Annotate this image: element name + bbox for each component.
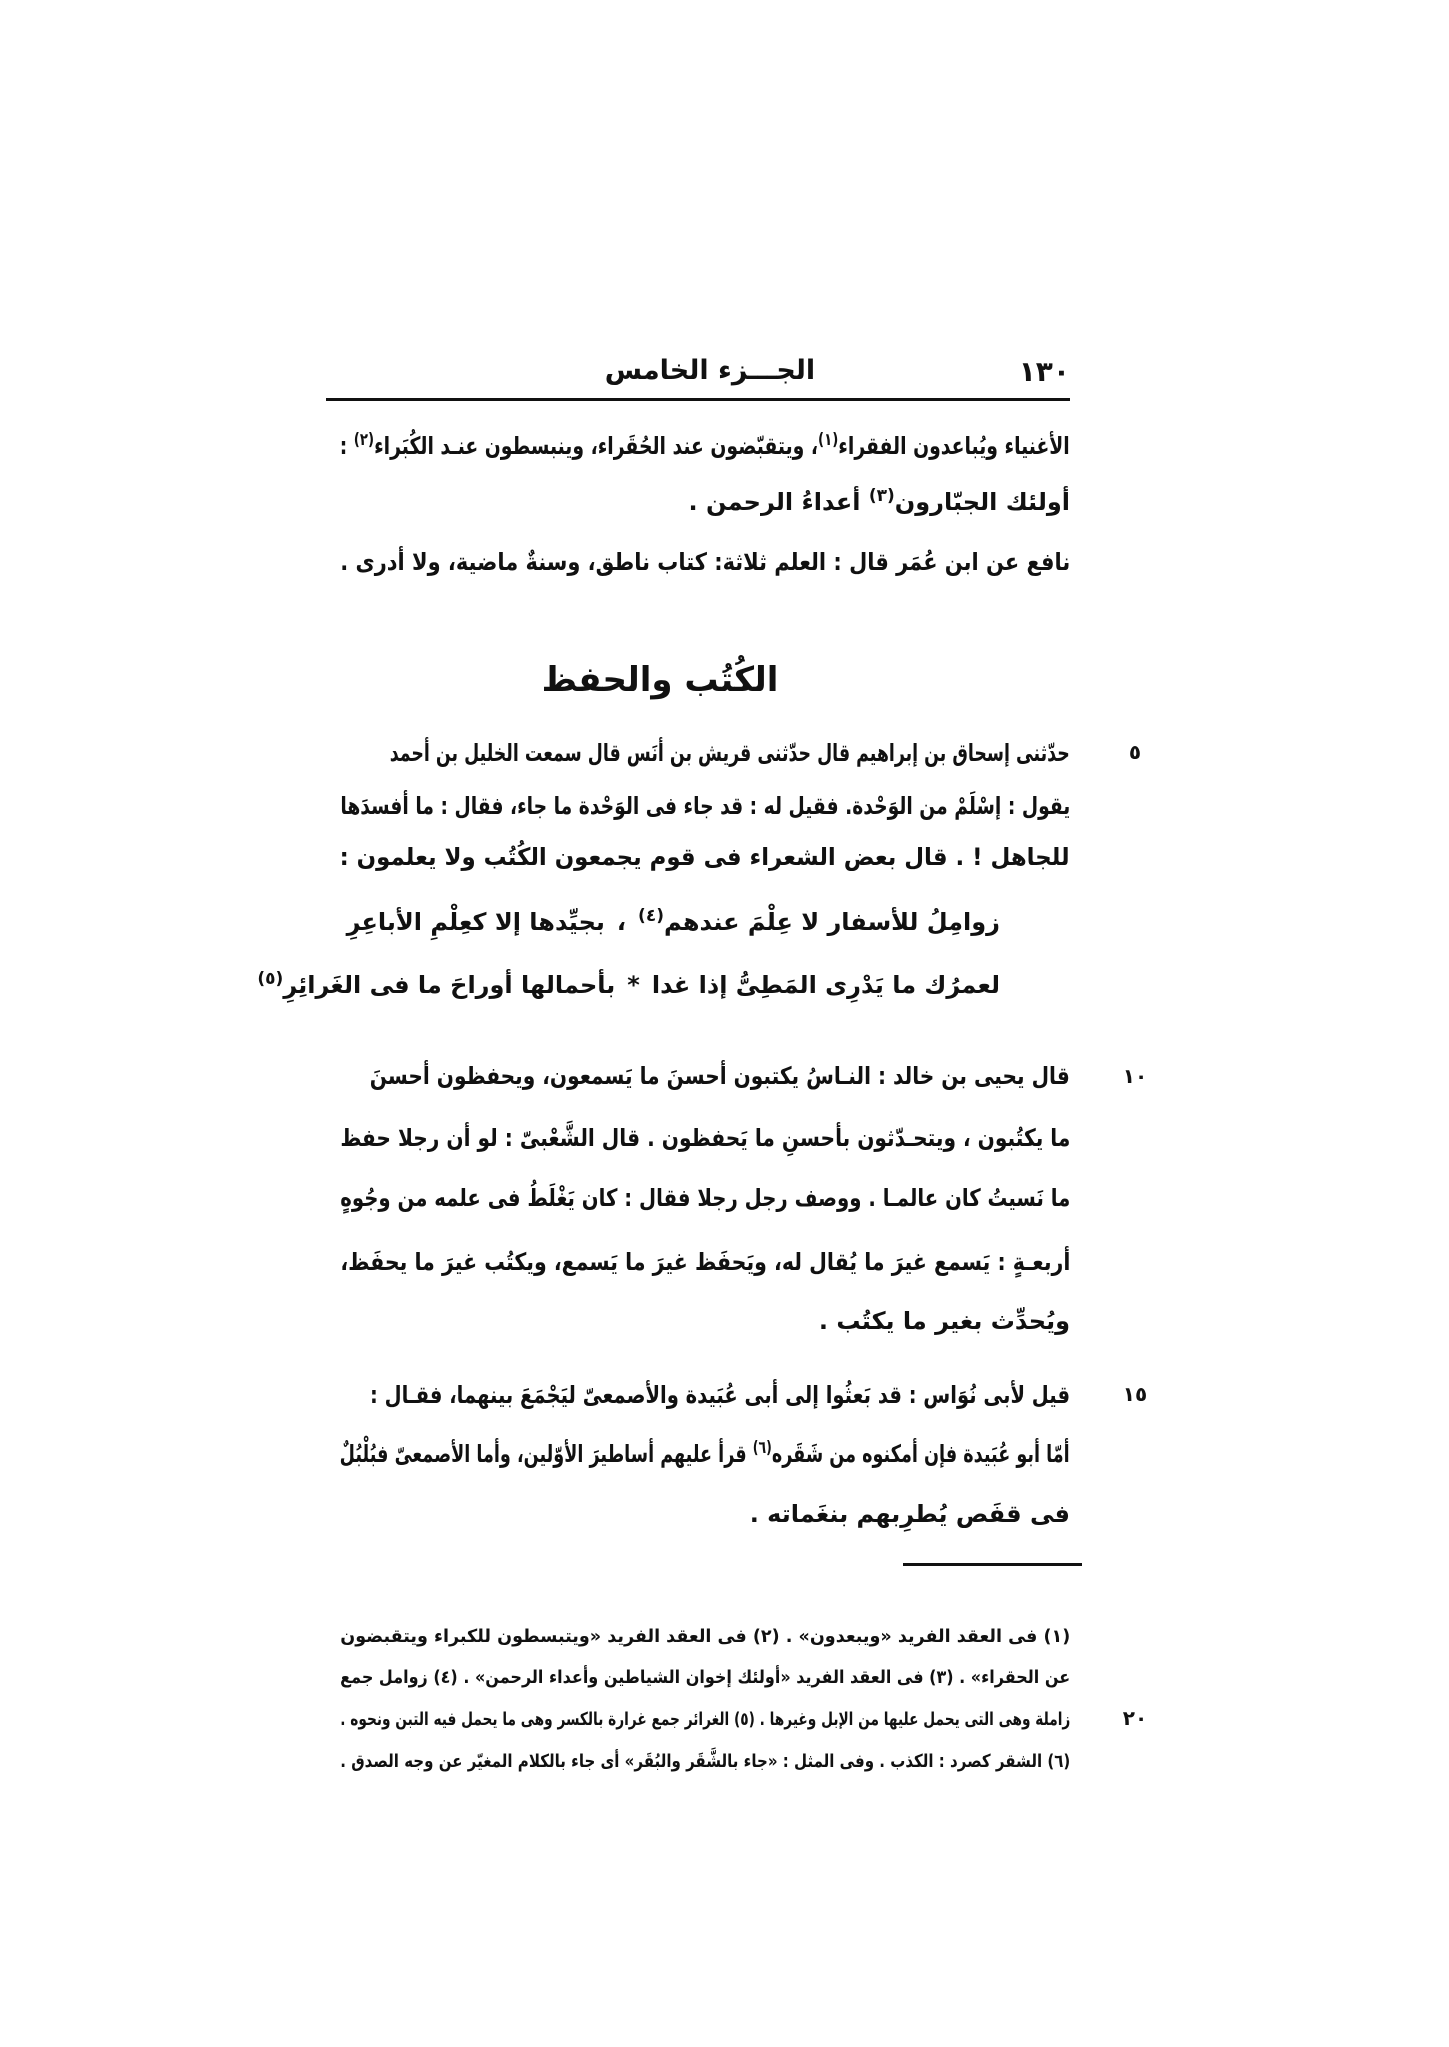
- line-number: ١٥: [1122, 1382, 1148, 1406]
- footnote-marker: (٤): [638, 906, 664, 926]
- para3-line-1: قيل لأبى نُوَاس : قد بَعثُوا إلى أبى عُبَيدة والأصمعىّ ليَجْمَعَ بينهما، فقـال :: [370, 1381, 1070, 1409]
- intro-line-3: نافع عن ابن عُمَر قال : العلم ثلاثة: كتاب ناطق، وسنةٌ ماضية، ولا أدرى .: [340, 548, 1070, 576]
- footnote-line: (١) فى العقد الفريد «ويبعدون» . (٢) فى العقد الفريد «ويتبسطون للكبراء ويتقبضون: [340, 1626, 1070, 1647]
- footnote-line: زاملة وهى التى يحمل عليها من الإبل وغيرها . (٥) الغرائر جمع غرارة بالكسر وهى ما يحمل فيه التبن ونحوه .: [340, 1709, 1070, 1730]
- footnote-line: (٦) الشقر كصرد : الكذب . وفى المثل : «جاء بالشَّقَر والبُقَر» أى جاء بالكلام المغيّر عن وجه الصدق .: [340, 1751, 1070, 1772]
- line-number: ٥: [1128, 740, 1142, 764]
- hemistich: بأحمالها أوراحَ ما فى الغَرائِرِ: [283, 971, 616, 999]
- text: :: [340, 432, 355, 460]
- para3-line-2: [340, 1432, 1070, 1476]
- verse-2-first: لعمرُك ما يَدْرِى المَطِىُّ إذا غدا: [651, 971, 1000, 999]
- intro-line-1: [340, 424, 1070, 468]
- verse-sep: ،: [616, 908, 627, 936]
- line-number: ١٠: [1122, 1064, 1148, 1088]
- para2-line-1: قال يحيى بن خالد : النـاسُ يكتبون أحسنَ ما يَسمعون، ويحفظون أحسنَ: [370, 1062, 1070, 1090]
- footnote-line: عن الحقراء» . (٣) فى العقد الفريد «أولئك إخوان الشياطين وأعداء الرحمن» . (٤) زوامل جمع: [340, 1667, 1070, 1688]
- verse-1-first: [638, 900, 1000, 944]
- text: الأغنياء ويُباعدون الفقراء: [838, 432, 1070, 460]
- verse-2-second: [257, 963, 615, 1007]
- verse-2: [257, 963, 1000, 1007]
- verse-sep: *: [627, 971, 640, 999]
- page-number: ١٣٠: [1018, 355, 1070, 388]
- footnote-rule: [903, 1563, 1082, 1566]
- running-title: الجـــزء الخامس: [604, 355, 816, 386]
- footnote-marker: (٦): [753, 1438, 773, 1458]
- text: أمّا أبو عُبَيدة فإن أمكنوه من شَقَره: [772, 1440, 1070, 1468]
- text: قرأ عليهم أساطيرَ الأوّلين، وأما الأصمعىّ فبُلْبُلٌ: [340, 1440, 754, 1468]
- section-title: الكُتُب والحفظ: [541, 660, 779, 700]
- verse-1-second: بجيِّدها إلا كعِلْمِ الأباعِرِ: [346, 908, 605, 936]
- intro-line-2: [340, 480, 1070, 524]
- para2-line-2: ما يكتُبون ، ويتحـدّثون بأحسنِ ما يَحفظون . قال الشَّعْبىّ : لو أن رجلا حفظ: [340, 1124, 1070, 1152]
- footnote-marker: (٣): [868, 486, 895, 506]
- line-number: ٢٠: [1122, 1706, 1148, 1730]
- footnote-marker: (٥): [257, 969, 284, 989]
- para2-line-3: ما نَسيتُ كان عالمـا . ووصف رجل رجلا فقال : كان يَغْلَطُ فى علمه من وجُوهٍ: [340, 1184, 1070, 1212]
- para2-line-5: ويُحدِّث بغير ما يكتُب .: [818, 1307, 1070, 1335]
- para3-line-3: فى قفَص يُطرِبهم بنغَماته .: [749, 1500, 1070, 1528]
- text: أولئك الجبّارون: [894, 488, 1070, 516]
- header-rule: [326, 398, 1070, 401]
- hemistich: زوامِلُ للأسفار لا عِلْمَ عندهم: [664, 908, 1000, 936]
- footnote-marker: (٢): [354, 430, 375, 450]
- footnote-marker: (١): [818, 430, 839, 450]
- para1-line-2: يقول : إسْلَمْ من الوَحْدة. فقيل له : قد جاء فى الوَحْدة ما جاء، فقال : ما أفسدَها: [340, 792, 1070, 820]
- para1-line-3: للجاهل ! . قال بعض الشعراء فى قوم يجمعون الكُتُب ولا يعلمون :: [340, 843, 1070, 871]
- para2-line-4: أربعـةٍ : يَسمع غيرَ ما يُقال له، ويَحفَظ غيرَ ما يَسمع، ويكتُب غيرَ ما يحفَظ،: [340, 1248, 1070, 1276]
- para1-line-1: حدّثنى إسحاق بن إبراهيم قال حدّثنى قريش بن أنَس قال سمعت الخليل بن أحمد: [390, 739, 1070, 767]
- text: أعداءُ الرحمن .: [688, 488, 869, 516]
- verse-1: [346, 900, 1000, 944]
- text: ، ويتقبّضون عند الحُقَراء، وينبسطون عنـد الكُبَراء: [374, 432, 819, 460]
